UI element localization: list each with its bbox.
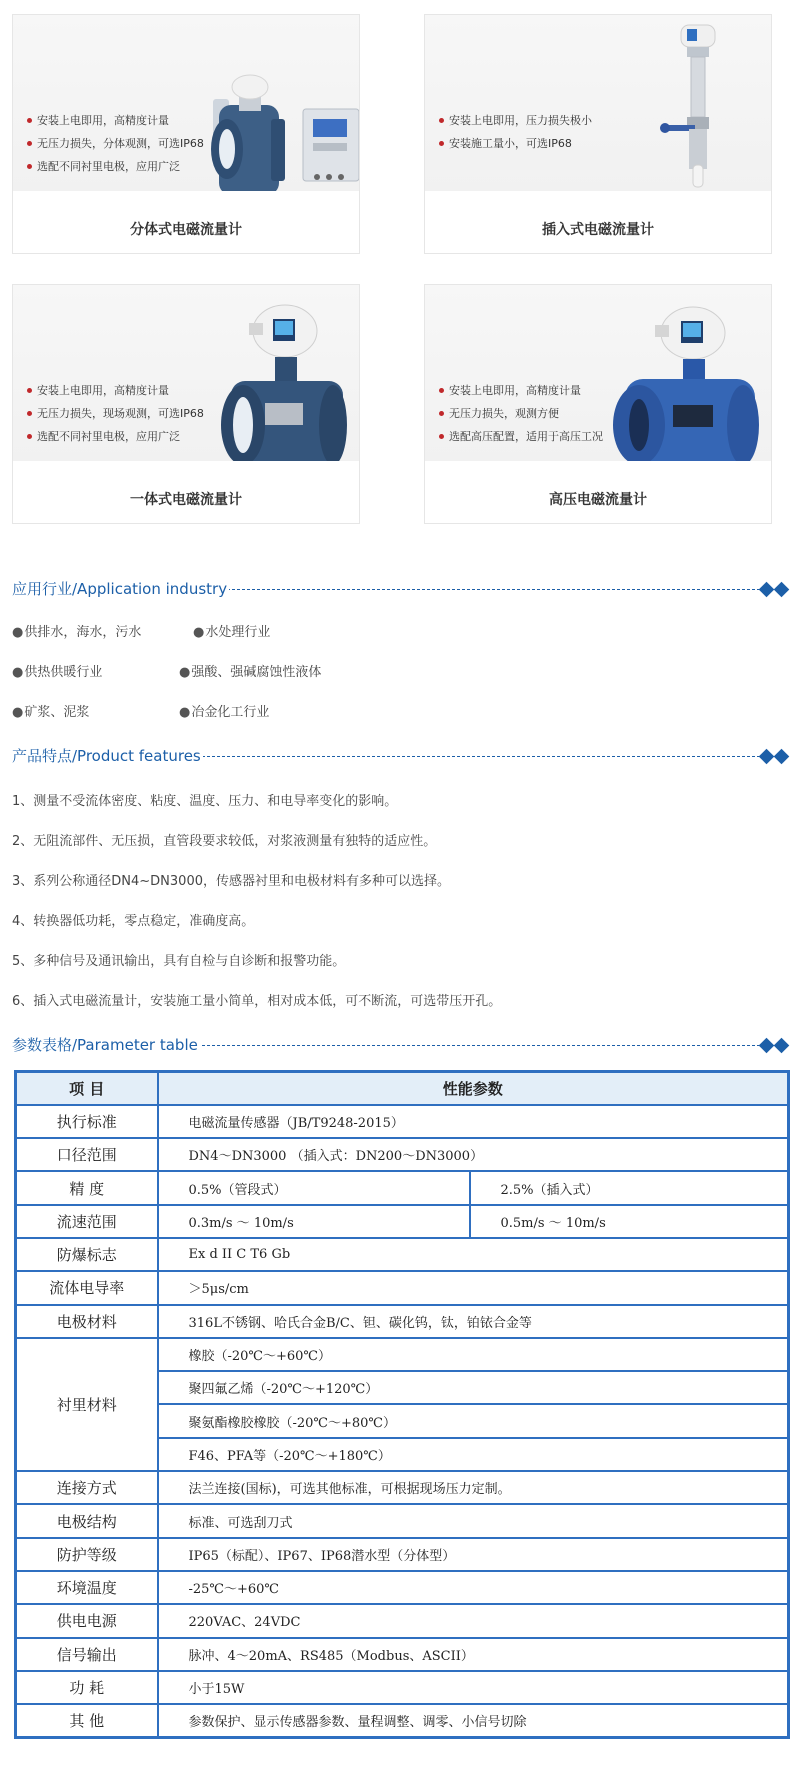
product-name[interactable]: 分体式电磁流量计 xyxy=(130,222,242,238)
product-feature: 无压力损失，观测方便 xyxy=(439,402,603,425)
feature-item: 6、插入式电磁流量计，安装施工量小简单，相对成本低，可不断流，可选带压开孔。 xyxy=(12,994,502,1009)
param-value: 聚氨酯橡胶橡胶（-20℃～+80℃） xyxy=(158,1404,789,1437)
param-value: DN4～DN3000 （插入式：DN200～DN3000） xyxy=(158,1138,789,1171)
table-row xyxy=(16,1471,789,1504)
param-value: 聚四氟乙烯（-20℃～+120℃） xyxy=(158,1371,789,1404)
param-value: 2.5%（插入式） xyxy=(470,1171,789,1204)
feature-item: 4、转换器低功耗，零点稳定，准确度高。 xyxy=(12,914,255,929)
industry-item: ● 水处理行业 xyxy=(193,621,270,640)
product-name[interactable]: 一体式电磁流量计 xyxy=(130,492,242,508)
param-key: 精 度 xyxy=(16,1171,158,1204)
product-card-insertion[interactable] xyxy=(424,14,772,254)
feature-item: 5、多种信号及通讯输出，具有自检与自诊断和报警功能。 xyxy=(12,954,346,969)
table-row xyxy=(16,1504,789,1537)
industry-item: ● 供热供暖行业 xyxy=(12,661,102,680)
diamond-icon xyxy=(759,1038,775,1054)
section-heading-application xyxy=(12,578,790,602)
table-row xyxy=(16,1138,789,1171)
param-value: 0.3m/s ～ 10m/s xyxy=(158,1205,470,1238)
param-key: 电极材料 xyxy=(16,1305,158,1338)
table-row xyxy=(16,1338,789,1371)
param-value: 参数保护、显示传感器参数、量程调整、调零、小信号切除 xyxy=(158,1704,789,1737)
param-key: 口径范围 xyxy=(16,1138,158,1171)
param-value: 220VAC、24VDC xyxy=(158,1604,789,1637)
param-value: F46、PFA等（-20℃～+180℃） xyxy=(158,1438,789,1471)
table-row xyxy=(16,1205,789,1238)
param-value: 法兰连接(国标)，可选其他标准，可根据现场压力定制。 xyxy=(158,1471,789,1504)
param-key: 流体电导率 xyxy=(16,1271,158,1304)
section-title: 产品特点/Product features xyxy=(12,747,201,765)
product-card-split[interactable] xyxy=(12,14,360,254)
param-value: 橡胶（-20℃～+60℃） xyxy=(158,1338,789,1371)
product-feature: 安装上电即用，高精度计量 xyxy=(27,379,204,402)
table-row xyxy=(16,1538,789,1571)
product-feature: 安装上电即用，高精度计量 xyxy=(27,109,204,132)
param-key: 环境温度 xyxy=(16,1571,158,1604)
diamond-icon xyxy=(759,749,775,765)
insertion-flowmeter-icon xyxy=(425,15,771,191)
industry-item: ● 冶金化工行业 xyxy=(179,701,269,720)
table-row xyxy=(16,1604,789,1637)
param-key: 执行标准 xyxy=(16,1105,158,1138)
section-title: 参数表格/Parameter table xyxy=(12,1036,198,1054)
table-row xyxy=(16,1305,789,1338)
parameter-table xyxy=(14,1070,790,1739)
param-key: 连接方式 xyxy=(16,1471,158,1504)
param-key: 防爆标志 xyxy=(16,1238,158,1271)
table-row xyxy=(16,1571,789,1604)
industry-item: ● 矿浆、泥浆 xyxy=(12,701,89,720)
product-name[interactable]: 高压电磁流量计 xyxy=(549,492,647,508)
param-value: 脉冲、4～20mA、RS485（Modbus、ASCII） xyxy=(158,1638,789,1671)
section-heading-features xyxy=(12,745,790,769)
param-value: IP65（标配）、IP67、IP68潜水型（分体型） xyxy=(158,1538,789,1571)
param-key: 电极结构 xyxy=(16,1504,158,1537)
param-key: 防护等级 xyxy=(16,1538,158,1571)
table-row xyxy=(16,1638,789,1671)
param-value: Ex d II C T6 Gb xyxy=(158,1238,789,1271)
param-value: 0.5m/s ～ 10m/s xyxy=(470,1205,789,1238)
param-key: 其 他 xyxy=(16,1704,158,1737)
section-title: 应用行业/Application industry xyxy=(12,580,228,598)
param-value: 小于15W xyxy=(158,1671,789,1704)
param-value: 316L不锈钢、哈氏合金B/C、钽、碳化钨，钛，铂铱合金等 xyxy=(158,1305,789,1338)
param-value: 电磁流量传感器（JB/T9248-2015） xyxy=(158,1105,789,1138)
product-image-insertion xyxy=(425,15,771,191)
product-feature: 安装上电即用，高精度计量 xyxy=(439,379,603,402)
param-key: 流速范围 xyxy=(16,1205,158,1238)
param-value: 标准、可选刮刀式 xyxy=(158,1504,789,1537)
feature-item: 2、无阻流部件、无压损，直管段要求较低，对浆液测量有独特的适应性。 xyxy=(12,834,437,849)
table-header-row xyxy=(16,1072,789,1105)
industry-item: ● 强酸、强碱腐蚀性液体 xyxy=(179,661,321,680)
table-row xyxy=(16,1671,789,1704)
diamond-icon xyxy=(759,582,775,598)
param-key: 信号输出 xyxy=(16,1638,158,1671)
product-feature: 安装上电即用，压力损失极小 xyxy=(439,109,592,132)
product-feature: 无压力损失，现场观测，可选IP68 xyxy=(27,402,204,425)
table-row xyxy=(16,1105,789,1138)
product-feature: 选配不同衬里电极，应用广泛 xyxy=(27,155,204,178)
section-heading-params xyxy=(12,1034,790,1058)
table-header-value: 性能参数 xyxy=(158,1072,789,1105)
param-value: ＞5μs/cm xyxy=(158,1271,789,1304)
product-feature: 安装施工量小，可选IP68 xyxy=(439,132,592,155)
product-card-integrated[interactable] xyxy=(12,284,360,524)
table-row xyxy=(16,1271,789,1304)
industry-item: ● 供排水，海水，污水 xyxy=(12,621,141,640)
diamond-icon xyxy=(774,1038,790,1054)
param-key: 衬里材料 xyxy=(16,1338,158,1471)
feature-item: 1、测量不受流体密度、粘度、温度、压力、和电导率变化的影响。 xyxy=(12,794,398,809)
product-card-high-pressure[interactable] xyxy=(424,284,772,524)
param-value: -25℃～+60℃ xyxy=(158,1571,789,1604)
param-value: 0.5%（管段式） xyxy=(158,1171,470,1204)
param-key: 供电电源 xyxy=(16,1604,158,1637)
diamond-icon xyxy=(774,749,790,765)
product-feature: 选配不同衬里电极，应用广泛 xyxy=(27,425,204,448)
table-header-item: 项 目 xyxy=(16,1072,158,1105)
table-row xyxy=(16,1704,789,1737)
product-feature: 无压力损失，分体观测，可选IP68 xyxy=(27,132,204,155)
product-feature: 选配高压配置，适用于高压工况 xyxy=(439,425,603,448)
table-row xyxy=(16,1238,789,1271)
product-name[interactable]: 插入式电磁流量计 xyxy=(542,222,654,238)
table-row xyxy=(16,1171,789,1204)
feature-item: 3、系列公称通径DN4~DN3000，传感器衬里和电极材料有多种可以选择。 xyxy=(12,874,450,889)
param-key: 功 耗 xyxy=(16,1671,158,1704)
diamond-icon xyxy=(774,582,790,598)
